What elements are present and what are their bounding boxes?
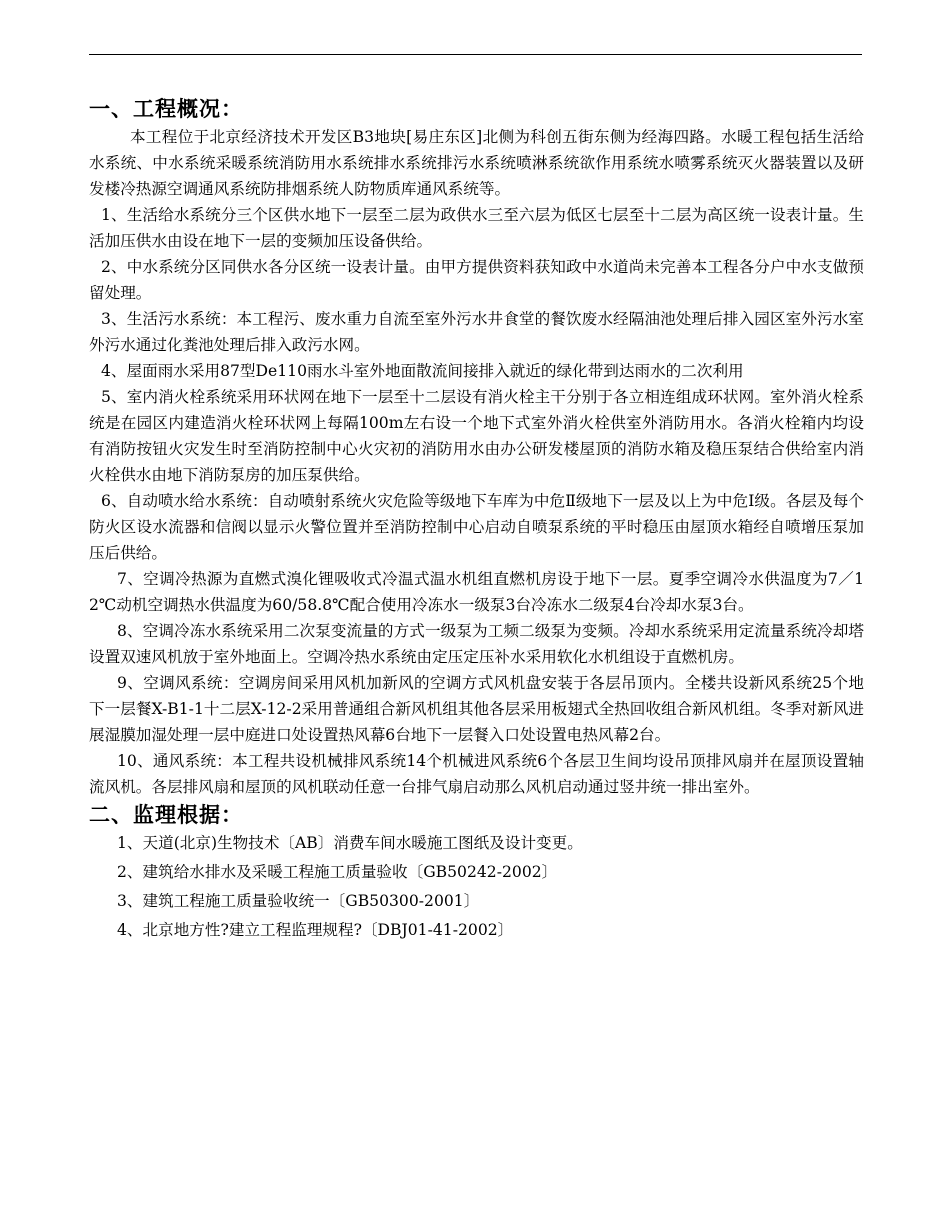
overview-paragraph: 本工程位于北京经济技术开发区B3地块[易庄东区]北侧为科创五街东侧为经海四路。水暖工程包括生活给水系统、中水系统采暖系统消防用水系统排水系统排污水系统喷淋系统欲作用系统水喷雾系统灭火器装置以及研发楼冷热源空调通风系统防排烟系统人防物质库通风系统等。 <box>89 128 864 198</box>
hvac-source-paragraph: 7、空调冷热源为直燃式溴化锂吸收式冷温式温水机组直燃机房设于地下一层。夏季空调冷水供温度为7／12℃动机空调热水供温度为60/58.8℃配合使用冷冻水一级泵3台冷冻水二级泵4台冷却水泵3台。 <box>89 570 864 614</box>
section-1-heading: 一、工程概况： <box>89 97 243 121</box>
document-body <box>89 90 864 946</box>
sprinkler-paragraph: 6、自动喷水给水系统：自动喷射系统火灾危险等级地下车库为中危Ⅱ级地下一层及以上为中危Ⅰ级。各层及每个防火区设水流器和信阀以显示火警位置并至消防控制中心启动自喷泵系统的平时稳压由屋顶水箱经自喷增压泵加压后供给。 <box>89 492 864 562</box>
sewage-paragraph: 3、生活污水系统：本工程污、废水重力自流至室外污水井食堂的餐饮废水经隔油池处理后排入园区室外污水室外污水通过化粪池处理后排入政污水网。 <box>89 310 864 354</box>
reference-item: 3、建筑工程施工质量验收统一〔GB50300-2001〕 <box>117 892 480 910</box>
section-2-heading: 二、监理根据： <box>89 803 243 827</box>
hydrant-paragraph: 5、室内消火栓系统采用环状网在地下一层至十二层设有消火栓主干分别于各立相连组成环状网。室外消火栓系统是在园区内建造消火栓环状网上每隔100m左右设一个地下式室外消火栓供室外消防用水。各消火栓箱内均设有消防按钮火灾发生时至消防控制中心火灾初的消防用水由办公研发楼屋顶的消防水箱及稳压泵结合供给室内消火栓供水由地下消防泵房的加压泵供给。 <box>89 388 864 484</box>
air-system-paragraph: 9、空调风系统：空调房间采用风机加新风的空调方式风机盘安装于各层吊顶内。全楼共设新风系统25个地下一层餐X-B1-1十二层X-12-2采用普通组合新风机组其他各层采用板翅式全热回收组合新风机组。冬季对新风进展湿膜加湿处理一层中庭进口处设置热风幕6台地下一层餐入口处设置电热风幕2台。 <box>89 674 864 744</box>
reclaimed-water-paragraph: 2、中水系统分区同供水各分区统一设表计量。由甲方提供资料获知政中水道尚未完善本工程各分户中水支做预留处理。 <box>89 258 864 302</box>
ventilation-paragraph: 10、通风系统：本工程共设机械排风系统14个机械进风系统6个各层卫生间均设吊顶排风扇并在屋顶设置轴流风机。各层排风扇和屋顶的风机联动任意一台排气扇启动那么风机启动通过竖井统一排出室外。 <box>89 752 864 796</box>
reference-item: 1、天道(北京)生物技术〔AB〕消费车间水暖施工图纸及设计变更。 <box>117 834 583 852</box>
header-rule <box>89 54 862 55</box>
reference-item: 2、建筑给水排水及采暖工程施工质量验收〔GB50242-2002〕 <box>117 863 558 881</box>
reference-item: 4、北京地方性?建立工程监理规程?〔DBJ01-41-2002〕 <box>117 921 514 939</box>
water-supply-paragraph: 1、生活给水系统分三个区供水地下一层至二层为政供水三至六层为低区七层至十二层为高区统一设表计量。生活加压供水由设在地下一层的变频加压设备供给。 <box>89 206 864 250</box>
rainwater-paragraph: 4、屋面雨水采用87型De110雨水斗室外地面散流间接排入就近的绿化带到达雨水的二次利用 <box>101 362 744 380</box>
chilled-water-paragraph: 8、空调冷冻水系统采用二次泵变流量的方式一级泵为工频二级泵为变频。冷却水系统采用定流量系统冷却塔设置双速风机放于室外地面上。空调冷热水系统由定压定压补水采用软化水机组设于直燃机房。 <box>89 622 864 666</box>
